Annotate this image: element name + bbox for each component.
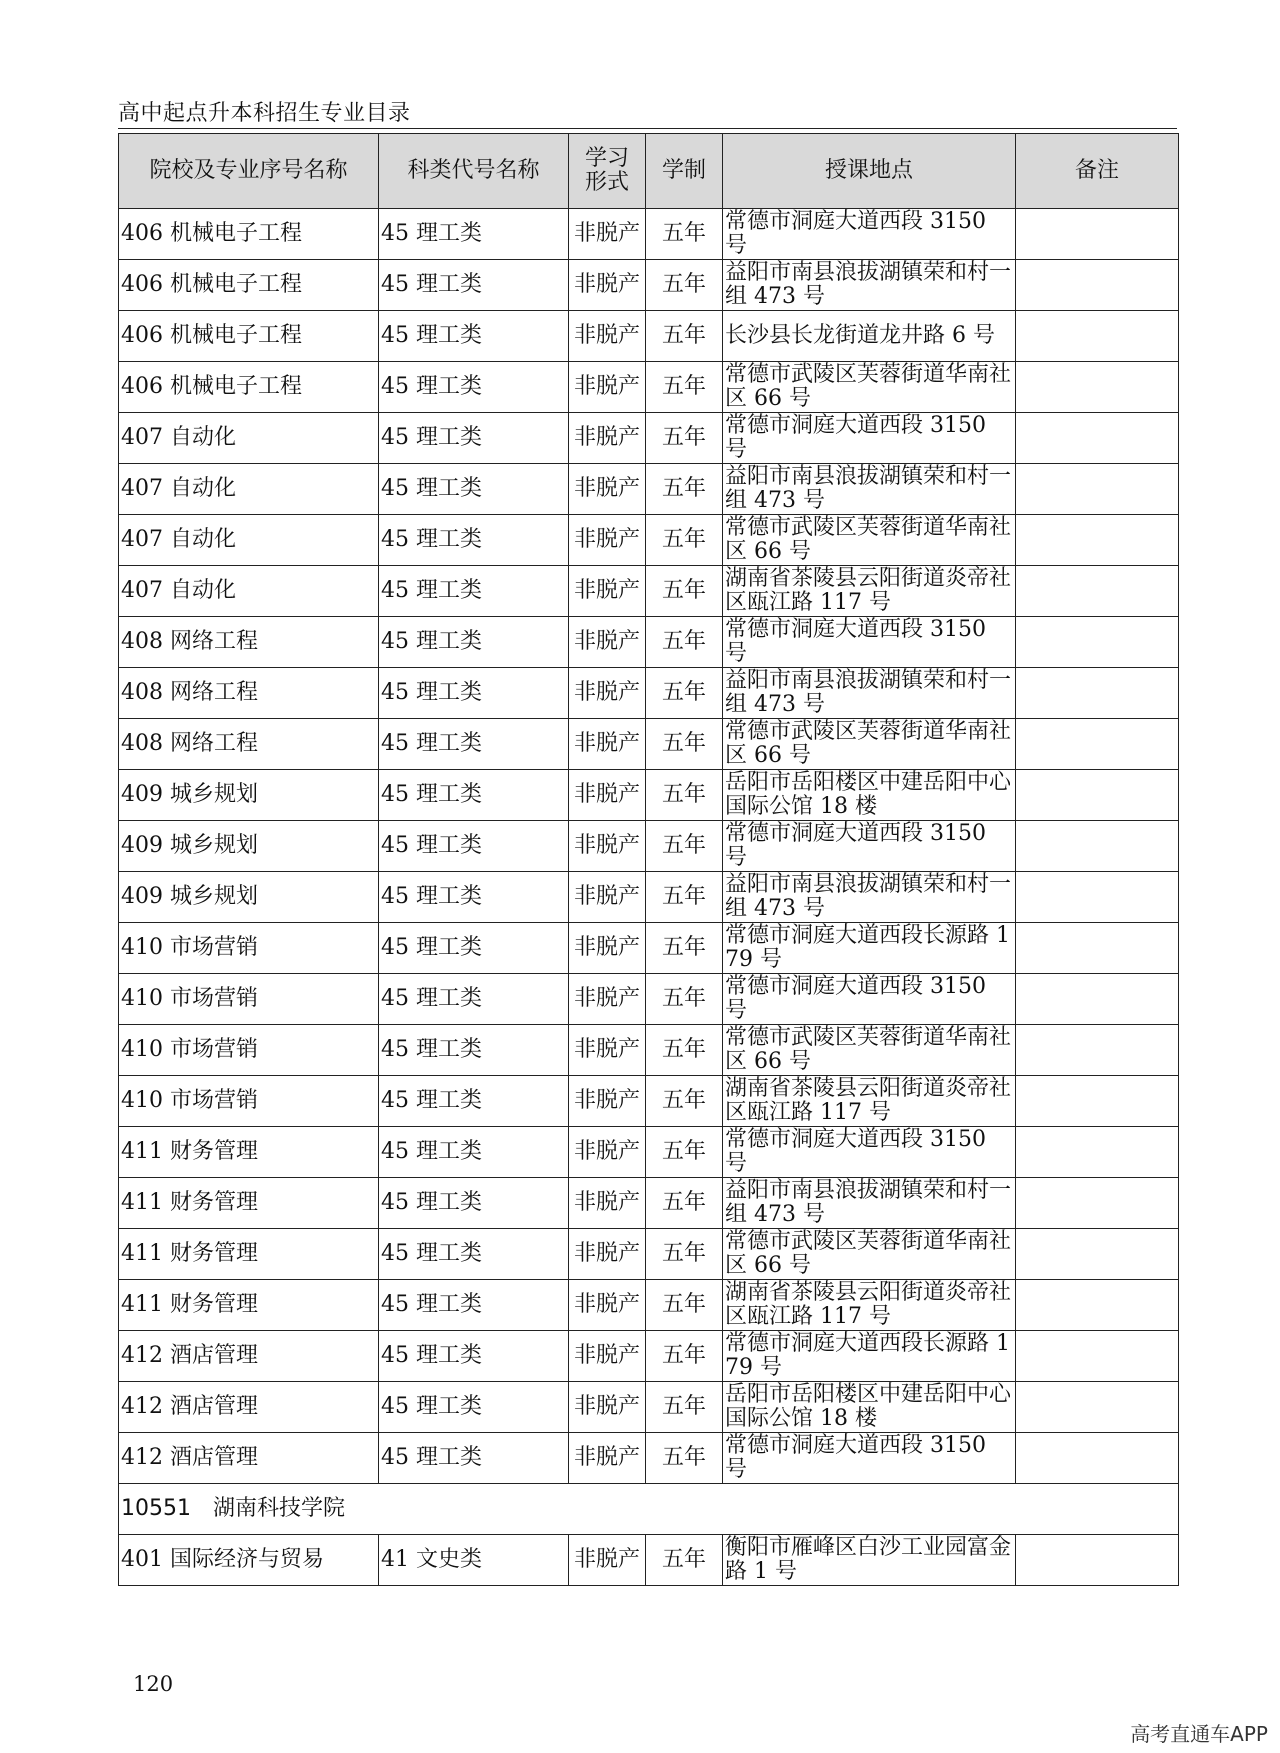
location-cell: 常德市洞庭大道西段长源路 179 号 xyxy=(723,923,1016,974)
page-header-title: 高中起点升本科招生专业目录 xyxy=(118,101,411,126)
duration-cell: 五年 xyxy=(646,209,723,260)
major-cell: 408 网络工程 xyxy=(119,668,379,719)
category-cell: 45 理工类 xyxy=(379,1076,569,1127)
page-number: 120 xyxy=(133,1672,174,1696)
location-cell: 岳阳市岳阳楼区中建岳阳中心国际公馆 18 楼 xyxy=(723,770,1016,821)
duration-cell: 五年 xyxy=(646,872,723,923)
table-row xyxy=(119,1229,1179,1280)
remarks-cell xyxy=(1016,872,1179,923)
institution-name: 10551 湖南科技学院 xyxy=(119,1484,1179,1535)
location-cell: 岳阳市岳阳楼区中建岳阳中心国际公馆 18 楼 xyxy=(723,1382,1016,1433)
location-cell: 益阳市南县浪拔湖镇荣和村一组 473 号 xyxy=(723,1178,1016,1229)
major-cell: 411 财务管理 xyxy=(119,1178,379,1229)
table-row xyxy=(119,872,1179,923)
table-body xyxy=(119,209,1179,1586)
major-cell: 410 市场营销 xyxy=(119,1025,379,1076)
major-cell: 408 网络工程 xyxy=(119,617,379,668)
section-row xyxy=(119,1484,1179,1535)
location-cell: 衡阳市雁峰区白沙工业园富金路 1 号 xyxy=(723,1535,1016,1586)
duration-cell: 五年 xyxy=(646,260,723,311)
table-row xyxy=(119,974,1179,1025)
remarks-cell xyxy=(1016,974,1179,1025)
location-cell: 常德市武陵区芙蓉街道华南社区 66 号 xyxy=(723,515,1016,566)
duration-cell: 五年 xyxy=(646,362,723,413)
category-cell: 45 理工类 xyxy=(379,1025,569,1076)
study-mode-cell: 非脱产 xyxy=(569,1535,646,1586)
duration-cell: 五年 xyxy=(646,464,723,515)
table-row xyxy=(119,668,1179,719)
table-row xyxy=(119,311,1179,362)
remarks-cell xyxy=(1016,464,1179,515)
duration-cell: 五年 xyxy=(646,1025,723,1076)
location-cell: 常德市洞庭大道西段 3150 号 xyxy=(723,821,1016,872)
major-cell: 411 财务管理 xyxy=(119,1280,379,1331)
remarks-cell xyxy=(1016,566,1179,617)
duration-cell: 五年 xyxy=(646,770,723,821)
study-mode-cell: 非脱产 xyxy=(569,1076,646,1127)
study-mode-cell: 非脱产 xyxy=(569,719,646,770)
location-cell: 常德市洞庭大道西段 3150 号 xyxy=(723,413,1016,464)
table-row xyxy=(119,1535,1179,1586)
location-cell: 湖南省茶陵县云阳街道炎帝社区瓯江路 117 号 xyxy=(723,566,1016,617)
major-cell: 406 机械电子工程 xyxy=(119,311,379,362)
study-mode-cell: 非脱产 xyxy=(569,1382,646,1433)
table-row xyxy=(119,617,1179,668)
duration-cell: 五年 xyxy=(646,1433,723,1484)
major-cell: 401 国际经济与贸易 xyxy=(119,1535,379,1586)
study-mode-cell: 非脱产 xyxy=(569,1178,646,1229)
table-row xyxy=(119,566,1179,617)
duration-cell: 五年 xyxy=(646,1076,723,1127)
duration-cell: 五年 xyxy=(646,413,723,464)
major-cell: 407 自动化 xyxy=(119,464,379,515)
remarks-cell xyxy=(1016,1382,1179,1433)
study-mode-cell: 非脱产 xyxy=(569,1025,646,1076)
table-row xyxy=(119,1178,1179,1229)
table-row xyxy=(119,1127,1179,1178)
table-row xyxy=(119,923,1179,974)
header-rule xyxy=(118,128,1177,129)
remarks-cell xyxy=(1016,362,1179,413)
category-cell: 45 理工类 xyxy=(379,1331,569,1382)
study-mode-cell: 非脱产 xyxy=(569,1433,646,1484)
study-mode-cell: 非脱产 xyxy=(569,1229,646,1280)
major-cell: 412 酒店管理 xyxy=(119,1433,379,1484)
table-row xyxy=(119,362,1179,413)
table-row xyxy=(119,1280,1179,1331)
major-cell: 411 财务管理 xyxy=(119,1127,379,1178)
duration-cell: 五年 xyxy=(646,974,723,1025)
category-cell: 45 理工类 xyxy=(379,362,569,413)
column-header: 科类代号名称 xyxy=(379,134,569,209)
location-cell: 常德市洞庭大道西段 3150 号 xyxy=(723,1127,1016,1178)
study-mode-cell: 非脱产 xyxy=(569,209,646,260)
major-cell: 412 酒店管理 xyxy=(119,1331,379,1382)
remarks-cell xyxy=(1016,1025,1179,1076)
location-cell: 常德市洞庭大道西段长源路 179 号 xyxy=(723,1331,1016,1382)
table-row xyxy=(119,719,1179,770)
location-cell: 常德市洞庭大道西段 3150 号 xyxy=(723,617,1016,668)
major-cell: 407 自动化 xyxy=(119,566,379,617)
app-watermark: 高考直通车APP xyxy=(1130,1722,1268,1746)
table-row xyxy=(119,1382,1179,1433)
column-header: 授课地点 xyxy=(723,134,1016,209)
study-mode-cell: 非脱产 xyxy=(569,464,646,515)
table-row xyxy=(119,260,1179,311)
table-row xyxy=(119,1331,1179,1382)
location-cell: 长沙县长龙街道龙井路 6 号 xyxy=(723,311,1016,362)
category-cell: 45 理工类 xyxy=(379,719,569,770)
study-mode-cell: 非脱产 xyxy=(569,923,646,974)
category-cell: 45 理工类 xyxy=(379,413,569,464)
remarks-cell xyxy=(1016,719,1179,770)
remarks-cell xyxy=(1016,668,1179,719)
duration-cell: 五年 xyxy=(646,719,723,770)
table-row xyxy=(119,515,1179,566)
category-cell: 45 理工类 xyxy=(379,923,569,974)
major-cell: 409 城乡规划 xyxy=(119,770,379,821)
location-cell: 益阳市南县浪拔湖镇荣和村一组 473 号 xyxy=(723,872,1016,923)
column-header: 学制 xyxy=(646,134,723,209)
major-cell: 410 市场营销 xyxy=(119,923,379,974)
category-cell: 45 理工类 xyxy=(379,872,569,923)
duration-cell: 五年 xyxy=(646,1178,723,1229)
location-cell: 常德市武陵区芙蓉街道华南社区 66 号 xyxy=(723,362,1016,413)
category-cell: 45 理工类 xyxy=(379,260,569,311)
major-cell: 411 财务管理 xyxy=(119,1229,379,1280)
remarks-cell xyxy=(1016,1178,1179,1229)
table-row xyxy=(119,1433,1179,1484)
category-cell: 45 理工类 xyxy=(379,1280,569,1331)
category-cell: 45 理工类 xyxy=(379,1229,569,1280)
category-cell: 45 理工类 xyxy=(379,821,569,872)
study-mode-cell: 非脱产 xyxy=(569,566,646,617)
category-cell: 45 理工类 xyxy=(379,515,569,566)
category-cell: 45 理工类 xyxy=(379,311,569,362)
study-mode-cell: 非脱产 xyxy=(569,872,646,923)
category-cell: 45 理工类 xyxy=(379,1178,569,1229)
column-header: 院校及专业序号名称 xyxy=(119,134,379,209)
remarks-cell xyxy=(1016,209,1179,260)
location-cell: 益阳市南县浪拔湖镇荣和村一组 473 号 xyxy=(723,260,1016,311)
study-mode-cell: 非脱产 xyxy=(569,974,646,1025)
major-cell: 407 自动化 xyxy=(119,413,379,464)
column-header: 学习 形式 xyxy=(569,134,646,209)
table-row xyxy=(119,464,1179,515)
category-cell: 45 理工类 xyxy=(379,1382,569,1433)
major-cell: 406 机械电子工程 xyxy=(119,362,379,413)
category-cell: 45 理工类 xyxy=(379,617,569,668)
remarks-cell xyxy=(1016,1127,1179,1178)
remarks-cell xyxy=(1016,923,1179,974)
category-cell: 45 理工类 xyxy=(379,209,569,260)
major-catalog-table xyxy=(118,133,1179,1586)
remarks-cell xyxy=(1016,1280,1179,1331)
location-cell: 益阳市南县浪拔湖镇荣和村一组 473 号 xyxy=(723,668,1016,719)
duration-cell: 五年 xyxy=(646,923,723,974)
duration-cell: 五年 xyxy=(646,1535,723,1586)
major-cell: 406 机械电子工程 xyxy=(119,260,379,311)
table-row xyxy=(119,821,1179,872)
major-cell: 409 城乡规划 xyxy=(119,872,379,923)
remarks-cell xyxy=(1016,515,1179,566)
category-cell: 45 理工类 xyxy=(379,668,569,719)
major-cell: 406 机械电子工程 xyxy=(119,209,379,260)
study-mode-cell: 非脱产 xyxy=(569,617,646,668)
major-cell: 410 市场营销 xyxy=(119,1076,379,1127)
table-row xyxy=(119,413,1179,464)
duration-cell: 五年 xyxy=(646,617,723,668)
category-cell: 41 文史类 xyxy=(379,1535,569,1586)
duration-cell: 五年 xyxy=(646,1382,723,1433)
column-header: 备注 xyxy=(1016,134,1179,209)
study-mode-cell: 非脱产 xyxy=(569,1280,646,1331)
study-mode-cell: 非脱产 xyxy=(569,311,646,362)
category-cell: 45 理工类 xyxy=(379,1433,569,1484)
duration-cell: 五年 xyxy=(646,1229,723,1280)
duration-cell: 五年 xyxy=(646,311,723,362)
table-row xyxy=(119,770,1179,821)
study-mode-cell: 非脱产 xyxy=(569,362,646,413)
category-cell: 45 理工类 xyxy=(379,464,569,515)
duration-cell: 五年 xyxy=(646,1127,723,1178)
major-cell: 408 网络工程 xyxy=(119,719,379,770)
remarks-cell xyxy=(1016,311,1179,362)
remarks-cell xyxy=(1016,260,1179,311)
table-row xyxy=(119,1076,1179,1127)
study-mode-cell: 非脱产 xyxy=(569,413,646,464)
category-cell: 45 理工类 xyxy=(379,566,569,617)
remarks-cell xyxy=(1016,1535,1179,1586)
location-cell: 湖南省茶陵县云阳街道炎帝社区瓯江路 117 号 xyxy=(723,1076,1016,1127)
remarks-cell xyxy=(1016,1076,1179,1127)
study-mode-cell: 非脱产 xyxy=(569,668,646,719)
location-cell: 常德市武陵区芙蓉街道华南社区 66 号 xyxy=(723,719,1016,770)
location-cell: 常德市洞庭大道西段 3150 号 xyxy=(723,209,1016,260)
table-row xyxy=(119,209,1179,260)
remarks-cell xyxy=(1016,821,1179,872)
location-cell: 湖南省茶陵县云阳街道炎帝社区瓯江路 117 号 xyxy=(723,1280,1016,1331)
duration-cell: 五年 xyxy=(646,668,723,719)
study-mode-cell: 非脱产 xyxy=(569,1331,646,1382)
duration-cell: 五年 xyxy=(646,566,723,617)
major-cell: 410 市场营销 xyxy=(119,974,379,1025)
duration-cell: 五年 xyxy=(646,1280,723,1331)
category-cell: 45 理工类 xyxy=(379,770,569,821)
table-header-row xyxy=(119,134,1179,209)
remarks-cell xyxy=(1016,413,1179,464)
remarks-cell xyxy=(1016,770,1179,821)
location-cell: 常德市武陵区芙蓉街道华南社区 66 号 xyxy=(723,1025,1016,1076)
major-cell: 412 酒店管理 xyxy=(119,1382,379,1433)
study-mode-cell: 非脱产 xyxy=(569,821,646,872)
duration-cell: 五年 xyxy=(646,1331,723,1382)
location-cell: 常德市武陵区芙蓉街道华南社区 66 号 xyxy=(723,1229,1016,1280)
table-row xyxy=(119,1025,1179,1076)
location-cell: 益阳市南县浪拔湖镇荣和村一组 473 号 xyxy=(723,464,1016,515)
remarks-cell xyxy=(1016,1331,1179,1382)
remarks-cell xyxy=(1016,1229,1179,1280)
category-cell: 45 理工类 xyxy=(379,974,569,1025)
study-mode-cell: 非脱产 xyxy=(569,1127,646,1178)
location-cell: 常德市洞庭大道西段 3150 号 xyxy=(723,1433,1016,1484)
duration-cell: 五年 xyxy=(646,515,723,566)
study-mode-cell: 非脱产 xyxy=(569,260,646,311)
duration-cell: 五年 xyxy=(646,821,723,872)
remarks-cell xyxy=(1016,617,1179,668)
major-cell: 409 城乡规划 xyxy=(119,821,379,872)
location-cell: 常德市洞庭大道西段 3150 号 xyxy=(723,974,1016,1025)
study-mode-cell: 非脱产 xyxy=(569,770,646,821)
remarks-cell xyxy=(1016,1433,1179,1484)
major-cell: 407 自动化 xyxy=(119,515,379,566)
category-cell: 45 理工类 xyxy=(379,1127,569,1178)
study-mode-cell: 非脱产 xyxy=(569,515,646,566)
